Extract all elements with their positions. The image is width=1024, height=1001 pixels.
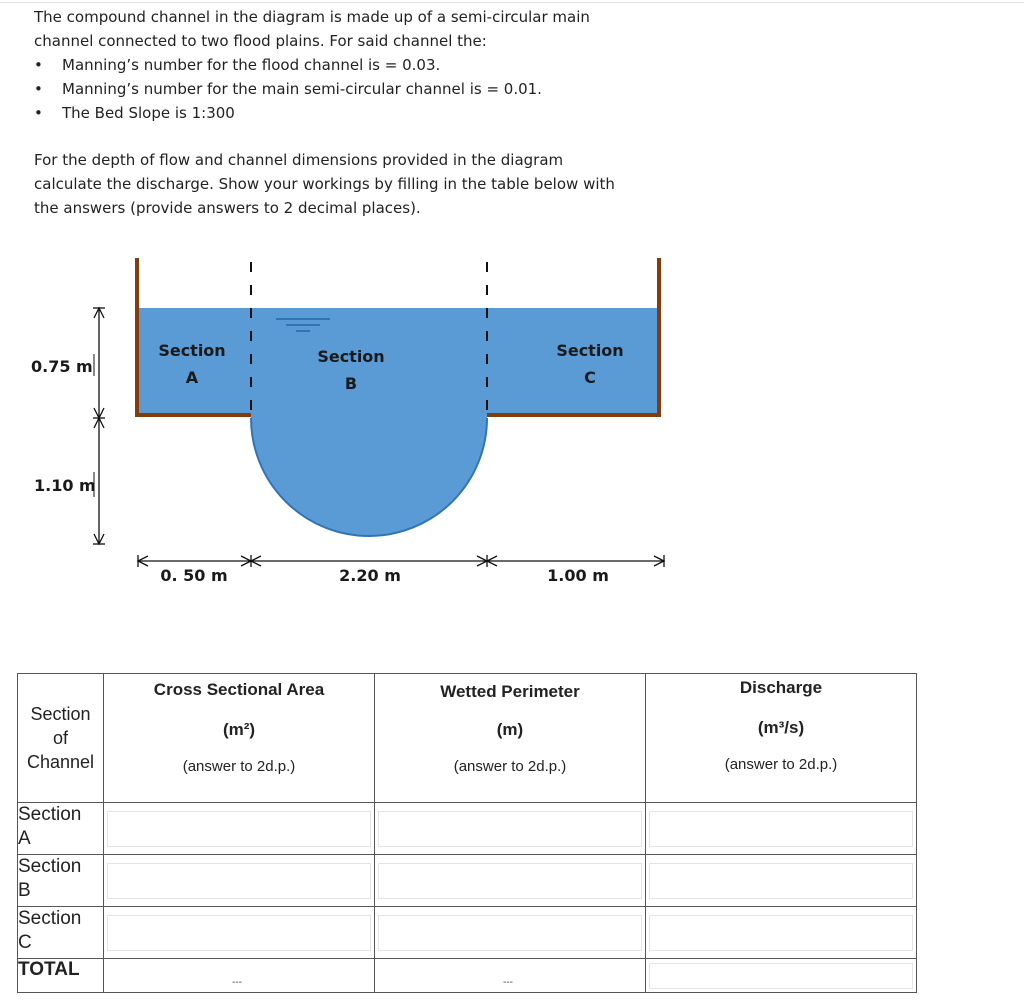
area-input-section-a[interactable] (107, 811, 371, 847)
depth-0-75-label: 0.75 m (31, 357, 93, 376)
top-divider (0, 2, 1024, 3)
total-area-cell: --- (104, 959, 375, 993)
intro-line-2: channel connected to two flood plains. For said channel the: (34, 32, 487, 50)
given-values-list (34, 53, 714, 125)
channel-diagram (0, 250, 720, 590)
header-section: Section of Channel (18, 674, 104, 803)
section-b-label: Section (317, 347, 385, 366)
discharge-input-section-c[interactable] (649, 915, 913, 951)
total-row (18, 959, 917, 993)
row-label-section-b: Section B (18, 855, 104, 907)
bullet-icon: • (34, 80, 43, 98)
row-label-total: TOTAL (18, 959, 104, 993)
section-c-label: Section (556, 341, 624, 360)
perimeter-input-section-b[interactable] (378, 863, 642, 899)
bullet-icon: • (34, 104, 43, 122)
area-input-section-c[interactable] (107, 915, 371, 951)
task-line-1: For the depth of flow and channel dimensions provided in the diagram (34, 151, 564, 169)
bullet-icon: • (34, 56, 43, 74)
width-1-00-label: 1.00 m (547, 566, 609, 585)
header-perimeter: Wetted Perimeter (m) (answer to 2d.p.) (375, 674, 646, 803)
table-row (18, 907, 917, 959)
intro-line-1: The compound channel in the diagram is made up of a semi-circular main (34, 8, 590, 26)
width-0-50-label: 0. 50 m (160, 566, 228, 585)
discharge-input-section-b[interactable] (649, 863, 913, 899)
problem-statement (34, 5, 714, 125)
discharge-input-section-a[interactable] (649, 811, 913, 847)
bullet-flood-manning: • Manning’s number for the flood channel is = 0.03. (34, 53, 714, 77)
section-b-letter: B (344, 374, 358, 393)
task-instructions (34, 148, 714, 220)
width-2-20-label: 2.20 m (339, 566, 401, 585)
answer-table (17, 673, 917, 993)
perimeter-input-section-a[interactable] (378, 811, 642, 847)
bullet-main-manning: • Manning’s number for the main semi-circular channel is = 0.01. (34, 77, 714, 101)
area-input-section-b[interactable] (107, 863, 371, 899)
total-discharge-input[interactable] (649, 963, 913, 989)
row-label-section-a: Section A (18, 803, 104, 855)
bullet-bed-slope: • The Bed Slope is 1:300 (34, 101, 714, 125)
row-label-section-c: Section C (18, 907, 104, 959)
perimeter-input-section-c[interactable] (378, 915, 642, 951)
total-perimeter-cell: --- (375, 959, 646, 993)
task-line-3: the answers (provide answers to 2 decimal places). (34, 199, 421, 217)
table-header-row (18, 674, 917, 803)
section-c-letter: C (584, 368, 596, 387)
header-area: Cross Sectional Area (m²) (answer to 2d.p.) (104, 674, 375, 803)
depth-dimension (93, 308, 105, 544)
section-a-letter: A (185, 368, 199, 387)
task-line-2: calculate the discharge. Show your workings by filling in the table below with (34, 175, 615, 193)
header-discharge: Discharge (m³/s) (answer to 2d.p.) (646, 674, 917, 803)
table-row (18, 803, 917, 855)
depth-1-10-label: 1.10 m (34, 476, 96, 495)
section-a-label: Section (158, 341, 226, 360)
table-row (18, 855, 917, 907)
